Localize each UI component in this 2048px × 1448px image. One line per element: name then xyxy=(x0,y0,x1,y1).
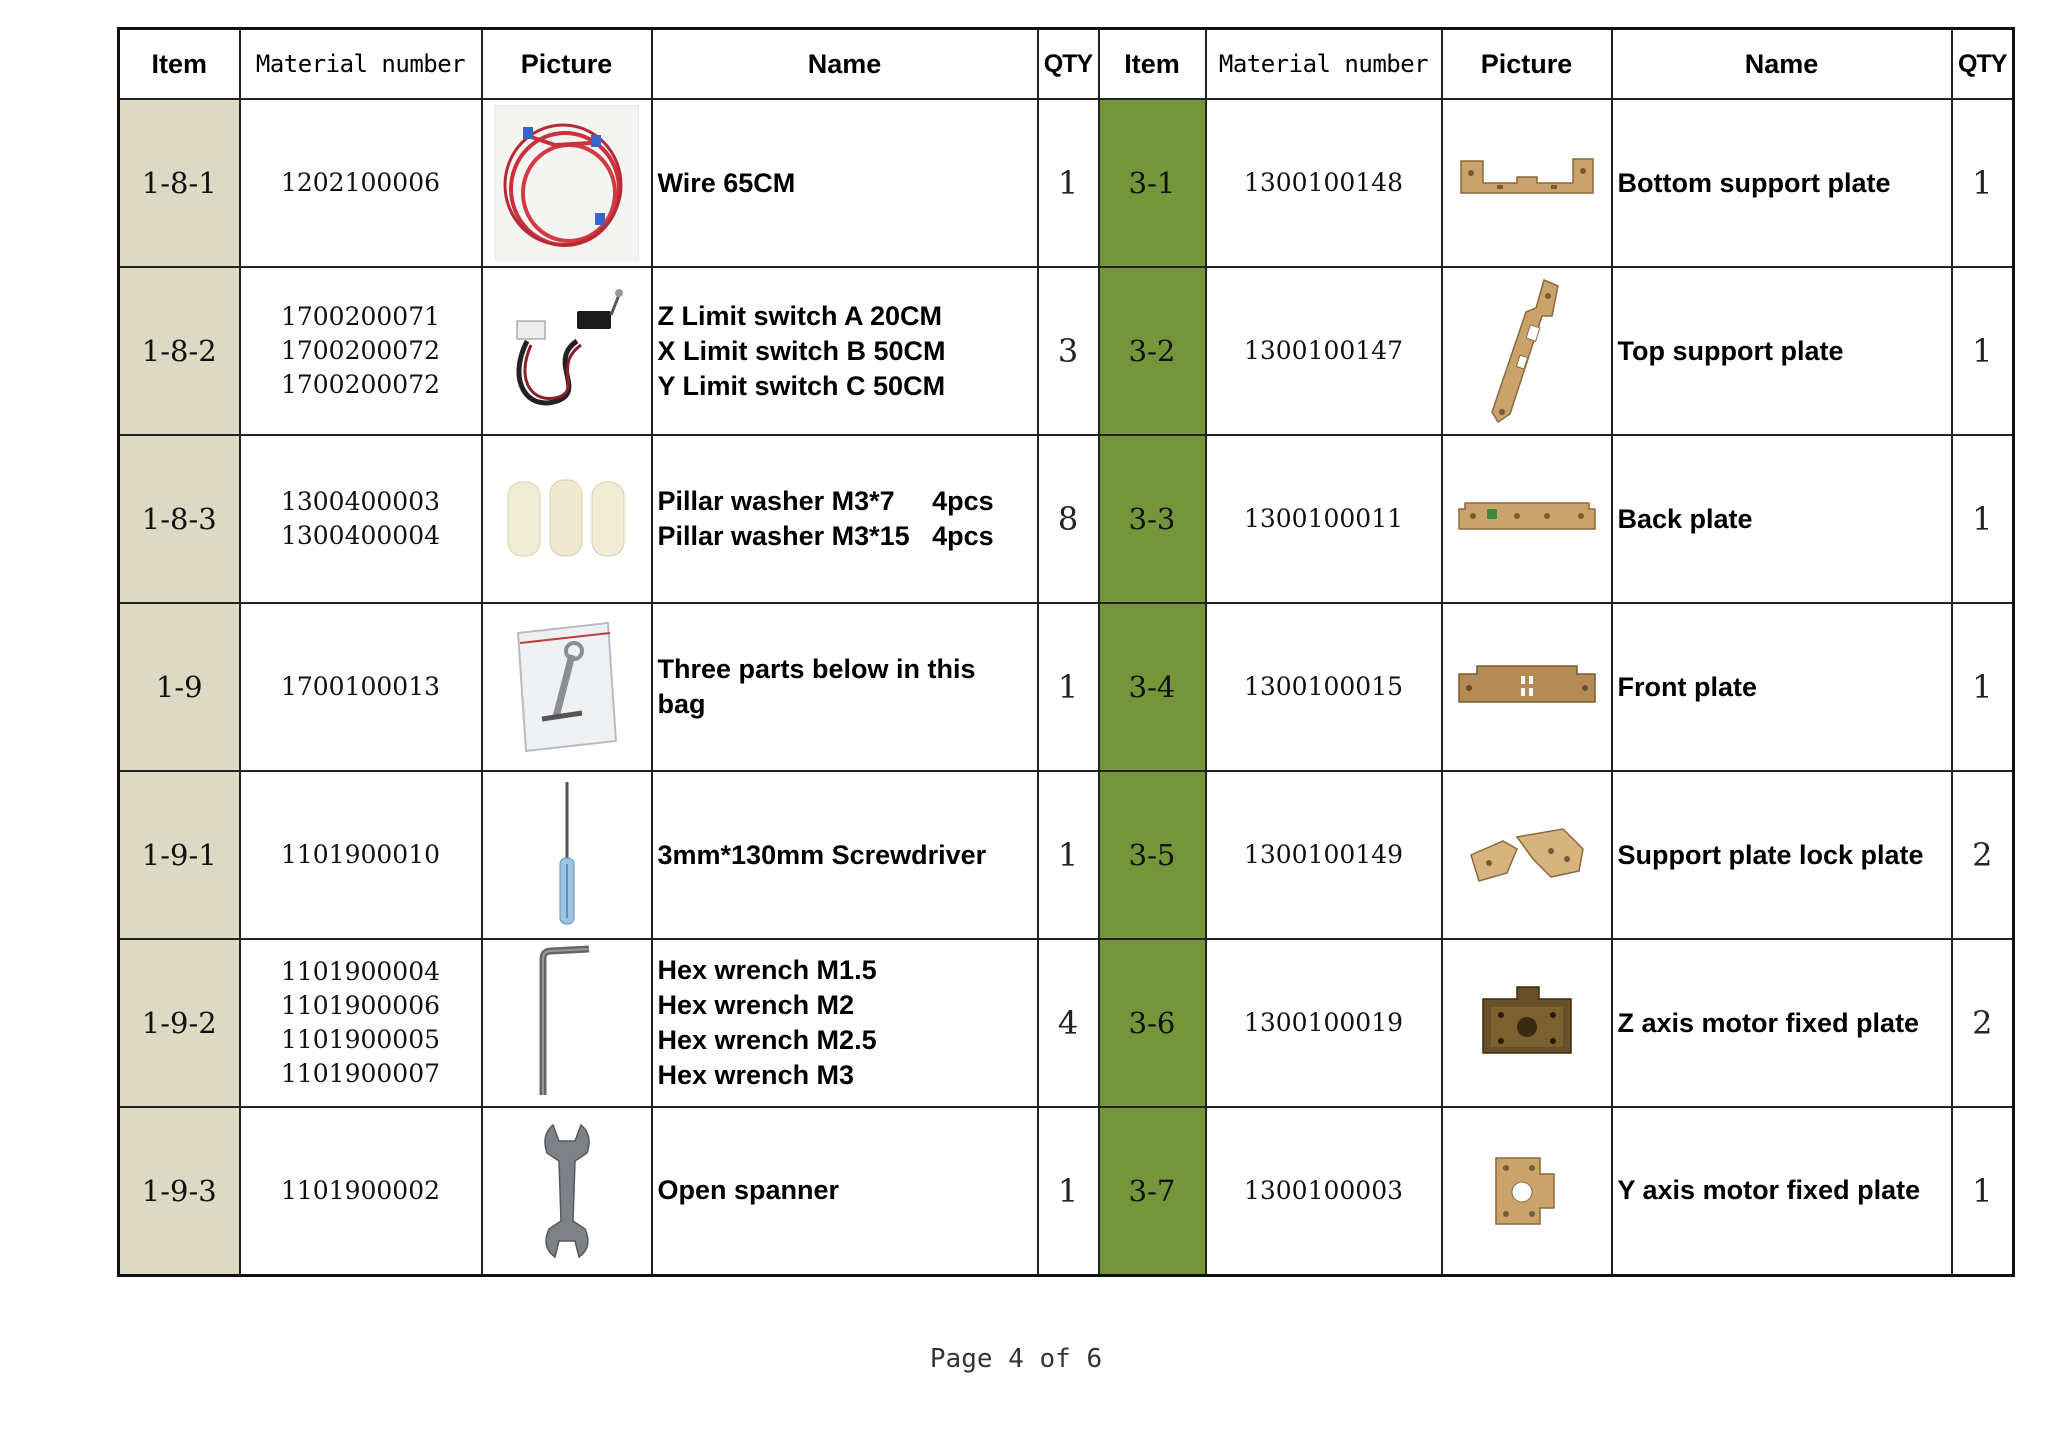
header-row xyxy=(119,29,2014,100)
top-support-plate-icon xyxy=(1482,276,1572,426)
name-cell-right: Y axis motor fixed plate xyxy=(1612,1107,1952,1275)
item-cell-right: 3-7 xyxy=(1099,1107,1206,1275)
page-number: Page 4 of 6 xyxy=(929,1344,1103,1374)
limit-switch-icon xyxy=(507,281,627,421)
material-number-cell-right: 1300100011 xyxy=(1206,435,1442,603)
item-cell: 1-8-1 xyxy=(119,99,240,267)
hex-wrench-icon xyxy=(527,945,607,1101)
material-number-cell-right: 1300100147 xyxy=(1206,267,1442,435)
picture-cell xyxy=(482,771,652,939)
open-spanner-icon xyxy=(537,1121,597,1261)
material-number: 1202100006 xyxy=(280,168,441,197)
name-cell: Wire 65CM xyxy=(652,99,1038,267)
material-number-cell-right: 1300100003 xyxy=(1206,1107,1442,1275)
picture-cell xyxy=(482,267,652,435)
material-number: 1300400004 xyxy=(280,521,441,550)
qty-cell: 4 xyxy=(1038,939,1099,1107)
name-cell: Three parts below in this bag xyxy=(652,603,1038,771)
material-number: 1101900002 xyxy=(280,1175,441,1205)
parts-list-table xyxy=(117,27,2015,1277)
picture-cell xyxy=(482,1107,652,1275)
header-qty: QTY xyxy=(1038,29,1099,100)
header-picture-right: Picture xyxy=(1442,29,1612,100)
item-cell-right: 3-6 xyxy=(1099,939,1206,1107)
item-cell-right: 3-4 xyxy=(1099,603,1206,771)
picture-cell xyxy=(482,435,652,603)
material-number-cell-right: 1300100149 xyxy=(1206,771,1442,939)
picture-cell-right xyxy=(1442,1107,1612,1275)
header-material-number: Material number xyxy=(240,29,482,100)
name-cell: 3mm*130mm Screwdriver xyxy=(652,771,1038,939)
material-number-cell xyxy=(240,771,482,939)
material-number-cell-right: 1300100015 xyxy=(1206,603,1442,771)
qty-cell: 3 xyxy=(1038,267,1099,435)
item-cell: 1-8-3 xyxy=(119,435,240,603)
bottom-support-plate-icon xyxy=(1457,153,1597,213)
header-material-number-right: Material number xyxy=(1206,29,1442,100)
picture-cell xyxy=(482,939,652,1107)
name-cell-right: Top support plate xyxy=(1612,267,1952,435)
table-row xyxy=(119,603,2014,771)
item-cell: 1-9 xyxy=(119,603,240,771)
material-number: 1700100013 xyxy=(280,672,441,701)
material-number-cell-right: 1300100148 xyxy=(1206,99,1442,267)
name-cell-right: Front plate xyxy=(1612,603,1952,771)
front-plate-icon xyxy=(1457,662,1597,712)
header-item-right: Item xyxy=(1099,29,1206,100)
material-number: 1700200072 xyxy=(280,370,441,399)
material-number-cell xyxy=(240,99,482,267)
name-cell: Pillar washer M3*7 4pcs Pillar washer M3*15 4pcs xyxy=(652,435,1038,603)
material-number: 1101900006 xyxy=(280,991,441,1020)
item-cell-right: 3-2 xyxy=(1099,267,1206,435)
material-number-cell-right: 1300100019 xyxy=(1206,939,1442,1107)
name-cell: Z Limit switch A 20CM X Limit switch B 50CM Y Limit switch C 50CM xyxy=(652,267,1038,435)
picture-cell-right xyxy=(1442,99,1612,267)
table-row xyxy=(119,99,2014,267)
material-number-cell xyxy=(240,1107,482,1275)
material-number-cell xyxy=(240,939,482,1107)
header-name-right: Name xyxy=(1612,29,1952,100)
name-cell: Open spanner xyxy=(652,1107,1038,1275)
material-number: 1101900004 xyxy=(280,957,441,986)
table-row xyxy=(119,267,2014,435)
item-cell-right: 3-1 xyxy=(1099,99,1206,267)
item-cell: 1-9-3 xyxy=(119,1107,240,1275)
qty-cell-right: 1 xyxy=(1952,435,2014,603)
name-cell: Hex wrench M1.5 Hex wrench M2 Hex wrench M2.5 Hex wrench M3 xyxy=(652,939,1038,1107)
name-cell-right: Bottom support plate xyxy=(1612,99,1952,267)
name-cell-right: Support plate lock plate xyxy=(1612,771,1952,939)
qty-cell-right: 1 xyxy=(1952,603,2014,771)
lock-plate-icon xyxy=(1467,815,1587,895)
picture-cell xyxy=(482,99,652,267)
material-number: 1101900005 xyxy=(280,1025,441,1054)
table-row xyxy=(119,771,2014,939)
item-cell: 1-9-2 xyxy=(119,939,240,1107)
header-name: Name xyxy=(652,29,1038,100)
back-plate-icon xyxy=(1457,499,1597,539)
table-row xyxy=(119,939,2014,1107)
qty-cell: 8 xyxy=(1038,435,1099,603)
picture-cell-right xyxy=(1442,771,1612,939)
item-cell: 1-8-2 xyxy=(119,267,240,435)
name-cell-right: Back plate xyxy=(1612,435,1952,603)
header-item: Item xyxy=(119,29,240,100)
picture-cell-right xyxy=(1442,603,1612,771)
qty-cell: 1 xyxy=(1038,603,1099,771)
picture-cell-right xyxy=(1442,939,1612,1107)
material-number: 1700200071 xyxy=(280,302,441,331)
qty-cell-right: 1 xyxy=(1952,267,2014,435)
tool-bag-icon xyxy=(512,619,622,755)
material-number: 1700200072 xyxy=(280,336,441,365)
picture-cell-right xyxy=(1442,267,1612,435)
red-wire-coil-icon xyxy=(495,105,639,261)
material-number-cell xyxy=(240,267,482,435)
item-cell-right: 3-3 xyxy=(1099,435,1206,603)
material-number: 1101900007 xyxy=(280,1059,441,1088)
table-row xyxy=(119,435,2014,603)
z-motor-plate-icon xyxy=(1477,983,1577,1063)
qty-cell: 1 xyxy=(1038,99,1099,267)
item-cell: 1-9-1 xyxy=(119,771,240,939)
screwdriver-icon xyxy=(547,780,587,930)
qty-cell-right: 2 xyxy=(1952,771,2014,939)
material-number-cell xyxy=(240,435,482,603)
header-picture: Picture xyxy=(482,29,652,100)
item-cell-right: 3-5 xyxy=(1099,771,1206,939)
qty-cell: 1 xyxy=(1038,771,1099,939)
picture-cell-right xyxy=(1442,435,1612,603)
qty-cell: 1 xyxy=(1038,1107,1099,1275)
table-row xyxy=(119,1107,2014,1275)
material-number: 1101900010 xyxy=(280,840,441,869)
name-cell-right: Z axis motor fixed plate xyxy=(1612,939,1952,1107)
material-number: 1300400003 xyxy=(280,487,441,516)
material-number-cell xyxy=(240,603,482,771)
qty-cell-right: 1 xyxy=(1952,1107,2014,1275)
header-qty-right: QTY xyxy=(1952,29,2014,100)
qty-cell-right: 1 xyxy=(1952,99,2014,267)
qty-cell-right: 2 xyxy=(1952,939,2014,1107)
picture-cell xyxy=(482,603,652,771)
y-motor-plate-icon xyxy=(1492,1154,1562,1228)
pillar-washers-icon xyxy=(502,474,632,564)
